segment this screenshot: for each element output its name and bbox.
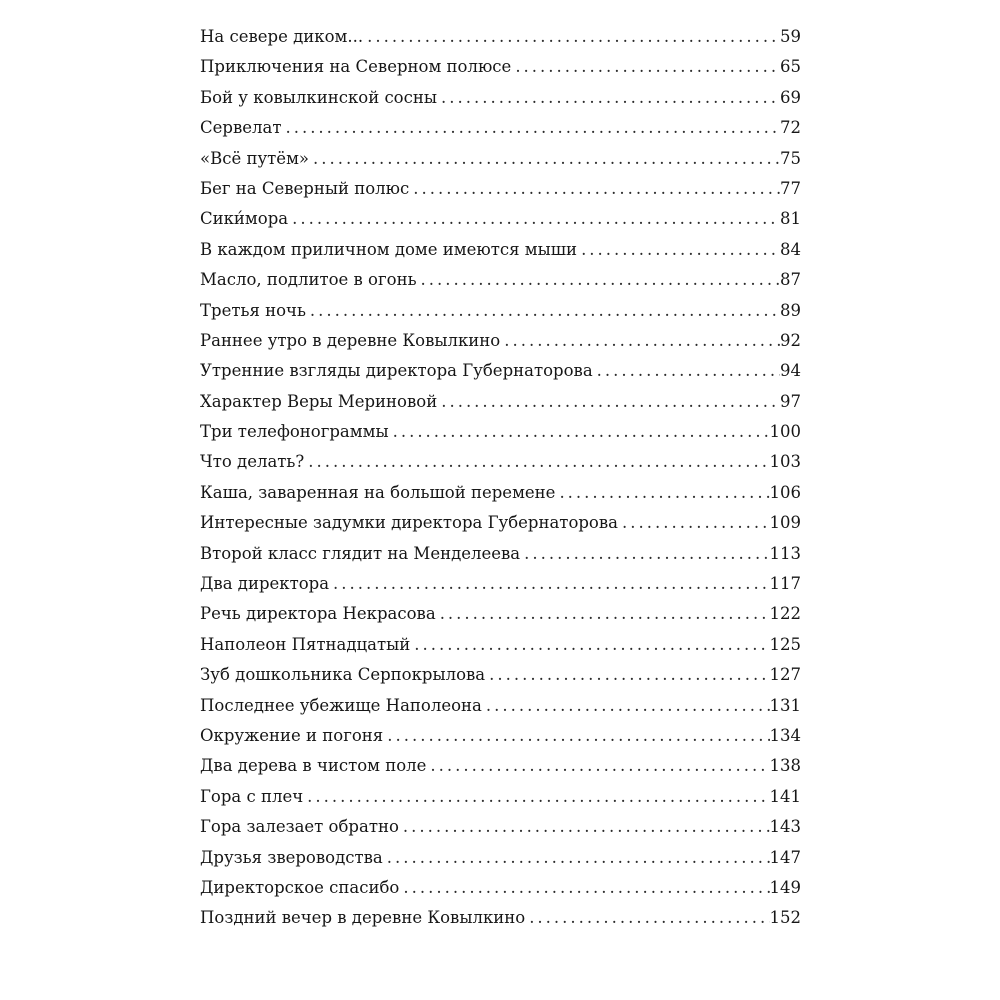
- toc-entry-title: Сики́мора: [200, 209, 289, 229]
- toc-entry: [200, 144, 801, 174]
- dot-leader: [403, 812, 770, 842]
- toc-entry-page: 152: [769, 908, 801, 928]
- toc-entry-title: Зуб дошкольника Серпокрылова: [200, 665, 486, 685]
- toc-entry-page: 65: [780, 57, 801, 77]
- dot-leader: [308, 447, 769, 477]
- toc-entry: [200, 296, 801, 326]
- dot-leader: [333, 569, 769, 599]
- dot-leader: [307, 782, 769, 812]
- dot-leader: [489, 660, 769, 690]
- toc-entry: [200, 265, 801, 295]
- dot-leader: [387, 843, 770, 873]
- toc-entry: [200, 903, 801, 933]
- toc-entry: [200, 539, 801, 569]
- toc-entry-page: 125: [769, 634, 801, 654]
- toc-entry: [200, 417, 801, 447]
- toc-entry-title: Гора с плеч: [200, 786, 304, 806]
- toc-entry: [200, 326, 801, 356]
- toc-entry-page: 69: [780, 87, 801, 107]
- toc-entry: [200, 387, 801, 417]
- toc-entry-title: Бой у ковылкинской сосны: [200, 87, 437, 107]
- toc-entry-page: 103: [769, 452, 801, 472]
- dot-leader: [597, 356, 780, 386]
- toc-entry-title: Три телефонограммы: [200, 422, 389, 442]
- toc-entry-title: Гора залезает обратно: [200, 817, 399, 837]
- toc-entry-title: Каша, заваренная на большой перемене: [200, 482, 556, 502]
- dot-leader: [313, 144, 780, 174]
- toc-entry: [200, 447, 801, 477]
- dot-leader: [486, 691, 770, 721]
- dot-leader: [559, 478, 769, 508]
- toc-entry-page: 149: [769, 877, 801, 897]
- dot-leader: [441, 387, 780, 417]
- toc-entry: [200, 812, 801, 842]
- toc-entry: [200, 356, 801, 386]
- toc-entry: [200, 235, 801, 265]
- toc-entry-title: Два дерева в чистом поле: [200, 756, 427, 776]
- toc-entry-title: Последнее убежище Наполеона: [200, 695, 482, 715]
- toc-entry-page: 89: [780, 300, 801, 320]
- dot-leader: [367, 22, 780, 52]
- toc-entry: [200, 599, 801, 629]
- toc-entry-page: 127: [769, 665, 801, 685]
- dot-leader: [414, 630, 769, 660]
- toc-entry: [200, 691, 801, 721]
- toc-entry-page: 113: [769, 543, 801, 563]
- toc-entry-page: 106: [769, 482, 801, 502]
- dot-leader: [622, 508, 770, 538]
- toc-entry-title: Директорское спасибо: [200, 877, 400, 897]
- toc-entry: [200, 873, 801, 903]
- toc-entry-page: 141: [769, 786, 801, 806]
- toc-entry-page: 92: [780, 330, 801, 350]
- toc-entry: [200, 204, 801, 234]
- toc-entry-title: Утренние взгляды директора Губернаторова: [200, 361, 593, 381]
- toc-entry-page: 131: [769, 695, 801, 715]
- dot-leader: [441, 83, 780, 113]
- toc-entry-title: Интересные задумки директора Губернаторова: [200, 513, 618, 533]
- toc-entry-page: 84: [780, 239, 801, 259]
- toc-entry-page: 94: [780, 361, 801, 381]
- toc-entry-title: Масло, подлитое в огонь: [200, 270, 417, 290]
- toc-entry-page: 97: [780, 391, 801, 411]
- toc-entry-page: 100: [769, 422, 801, 442]
- toc-entry: [200, 508, 801, 538]
- toc-entry: [200, 478, 801, 508]
- toc-entry-title: Характер Веры Мериновой: [200, 391, 438, 411]
- toc-entry: [200, 83, 801, 113]
- toc-entry-title: Бег на Северный полюс: [200, 178, 410, 198]
- toc-entry-title: В каждом приличном доме имеются мыши: [200, 239, 578, 259]
- toc-entry-title: Наполеон Пятнадцатый: [200, 634, 411, 654]
- toc-entry: [200, 569, 801, 599]
- toc-entry-title: Окружение и погоня: [200, 725, 384, 745]
- toc-entry-page: 75: [780, 148, 801, 168]
- dot-leader: [504, 326, 780, 356]
- dot-leader: [387, 721, 769, 751]
- toc-entry-title: Что делать?: [200, 452, 305, 472]
- toc-entry: [200, 52, 801, 82]
- toc-entry-title: Поздний вечер в деревне Ковылкино: [200, 908, 526, 928]
- toc-entry-title: Раннее утро в деревне Ковылкино: [200, 330, 501, 350]
- toc-entry: [200, 721, 801, 751]
- toc-entry: [200, 113, 801, 143]
- table-of-contents-page: [200, 22, 801, 978]
- toc-entry-title: Сервелат: [200, 118, 282, 138]
- dot-leader: [524, 539, 769, 569]
- toc-entry-title: Приключения на Северном полюсе: [200, 57, 512, 77]
- dot-leader: [285, 113, 780, 143]
- dot-leader: [393, 417, 770, 447]
- toc-entry-title: Два директора: [200, 574, 330, 594]
- toc-entry-page: 77: [780, 178, 801, 198]
- toc-list: [200, 22, 801, 934]
- toc-entry-page: 72: [780, 118, 801, 138]
- dot-leader: [581, 235, 780, 265]
- toc-entry-title: Третья ночь: [200, 300, 306, 320]
- dot-leader: [310, 296, 780, 326]
- toc-entry: [200, 782, 801, 812]
- toc-entry-page: 122: [769, 604, 801, 624]
- toc-entry-page: 87: [780, 270, 801, 290]
- toc-entry-title: Второй класс глядит на Менделеева: [200, 543, 521, 563]
- toc-entry-page: 143: [769, 817, 801, 837]
- toc-entry-title: Друзья звероводства: [200, 847, 383, 867]
- dot-leader: [292, 204, 780, 234]
- toc-entry: [200, 174, 801, 204]
- toc-entry: [200, 660, 801, 690]
- dot-leader: [413, 174, 780, 204]
- toc-entry-page: 138: [769, 756, 801, 776]
- toc-entry-page: 147: [769, 847, 801, 867]
- toc-entry-page: 81: [780, 209, 801, 229]
- toc-entry: [200, 630, 801, 660]
- toc-entry-title: На севере диком...: [200, 27, 364, 46]
- toc-entry-page: 134: [769, 725, 801, 745]
- toc-entry-page: 109: [769, 513, 801, 533]
- dot-leader: [421, 265, 780, 295]
- toc-entry-title: Речь директора Некрасова: [200, 604, 436, 624]
- toc-entry-title: «Всё путём»: [200, 148, 309, 168]
- toc-entry-page: 59: [780, 27, 801, 46]
- toc-entry: [200, 22, 801, 52]
- toc-entry: [200, 843, 801, 873]
- dot-leader: [440, 599, 770, 629]
- dot-leader: [403, 873, 769, 903]
- dot-leader: [430, 751, 769, 781]
- dot-leader: [515, 52, 780, 82]
- toc-entry-page: 117: [769, 574, 801, 594]
- toc-entry: [200, 751, 801, 781]
- dot-leader: [529, 903, 769, 933]
